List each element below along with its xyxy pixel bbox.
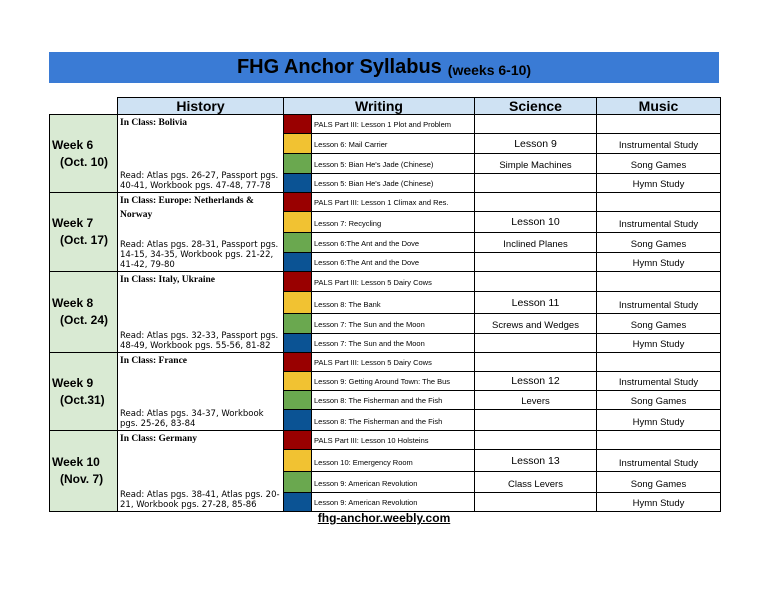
week-cell — [50, 272, 118, 353]
in-class-topic: In Class: Italy, Ukraine — [120, 275, 216, 285]
science-cell: Screws and Wedges — [475, 314, 597, 334]
week-label: Week 7 — [52, 216, 94, 230]
table-row — [50, 272, 721, 292]
reading-assignment: Read: Atlas pgs. 28-31, Passport pgs. 14-15, 34-35, Workbook pgs. 21-22, 41-42, 79-80 — [120, 240, 279, 270]
music-cell: Hymn Study — [597, 174, 721, 193]
writing-lesson: Lesson 8: The Fisherman and the Fish — [312, 410, 475, 431]
footer-link[interactable]: fhg-anchor.weebly.com — [317, 511, 451, 525]
writing-lesson: Lesson 8: The Fisherman and the Fish — [312, 391, 475, 410]
week-date: (Oct. 24) — [60, 313, 109, 327]
science-cell — [475, 334, 597, 353]
science-cell — [475, 410, 597, 431]
music-cell: Hymn Study — [597, 410, 721, 431]
week-label: Week 10 — [52, 455, 100, 469]
reading-assignment: Read: Atlas pgs. 38-41, Atlas pgs. 20-21, Workbook pgs. 27-28, 85-86 — [120, 490, 280, 510]
green-color-swatch — [284, 391, 312, 410]
music-cell: Instrumental Study — [597, 292, 721, 314]
writing-lesson: Lesson 8: The Bank — [312, 292, 475, 314]
header-writing: Writing — [284, 98, 475, 115]
science-cell — [475, 272, 597, 292]
table-row — [50, 115, 721, 134]
writing-lesson: Lesson 6:The Ant and the Dove — [312, 233, 475, 253]
week-date: (Nov. 7) — [60, 472, 104, 486]
green-color-swatch — [284, 233, 312, 253]
science-cell — [475, 115, 597, 134]
title-banner — [49, 52, 719, 83]
in-class-topic: In Class: Bolivia — [120, 118, 188, 128]
science-cell — [475, 174, 597, 193]
reading-assignment: Read: Atlas pgs. 26-27, Passport pgs. 40-41, Workbook pgs. 47-48, 77-78 — [120, 171, 279, 191]
reading-assignment: Read: Atlas pgs. 32-33, Passport pgs. 48-49, Workbook pgs. 55-56, 81-82 — [120, 331, 279, 351]
writing-lesson: Lesson 9: American Revolution — [312, 472, 475, 493]
yellow-color-swatch — [284, 134, 312, 154]
reading-assignment: Read: Atlas pgs. 34-37, Workbook pgs. 25-26, 83-84 — [120, 409, 264, 429]
week-label: Week 8 — [52, 296, 94, 310]
green-color-swatch — [284, 154, 312, 174]
writing-lesson: PALS Part III: Lesson 1 Plot and Problem — [312, 115, 475, 134]
writing-lesson: Lesson 5: Bian He's Jade (Chinese) — [312, 174, 475, 193]
writing-lesson: Lesson 5: Bian He's Jade (Chinese) — [312, 154, 475, 174]
science-cell: Lesson 10 — [475, 212, 597, 233]
history-cell — [118, 115, 284, 193]
music-cell: Instrumental Study — [597, 450, 721, 472]
yellow-color-swatch — [284, 450, 312, 472]
music-cell: Song Games — [597, 391, 721, 410]
music-cell: Hymn Study — [597, 334, 721, 353]
music-cell — [597, 115, 721, 134]
week-date: (Oct. 17) — [60, 233, 109, 247]
writing-lesson: Lesson 6:The Ant and the Dove — [312, 253, 475, 272]
science-cell: Lesson 13 — [475, 450, 597, 472]
header-science: Science — [475, 98, 597, 115]
music-cell: Song Games — [597, 472, 721, 493]
science-cell: Simple Machines — [475, 154, 597, 174]
blue-color-swatch — [284, 253, 312, 272]
green-color-swatch — [284, 472, 312, 493]
week-label: Week 6 — [52, 137, 94, 152]
science-cell: Levers — [475, 391, 597, 410]
green-color-swatch — [284, 314, 312, 334]
music-cell: Song Games — [597, 314, 721, 334]
yellow-color-swatch — [284, 292, 312, 314]
music-cell: Song Games — [597, 154, 721, 174]
history-cell — [118, 193, 284, 272]
yellow-color-swatch — [284, 372, 312, 391]
science-cell: Lesson 12 — [475, 372, 597, 391]
writing-lesson: Lesson 10: Emergency Room — [312, 450, 475, 472]
writing-lesson: Lesson 9: Getting Around Town: The Bus — [312, 372, 475, 391]
table-row — [50, 193, 721, 212]
week-label: Week 9 — [52, 375, 94, 390]
writing-lesson: PALS Part III: Lesson 5 Dairy Cows — [312, 272, 475, 292]
in-class-topic: In Class: Germany — [120, 434, 198, 444]
history-cell — [118, 353, 284, 431]
writing-lesson: PALS Part III: Lesson 5 Dairy Cows — [312, 353, 475, 372]
blue-color-swatch — [284, 493, 312, 512]
writing-lesson: Lesson 6: Mail Carrier — [312, 134, 475, 154]
red-color-swatch — [284, 115, 312, 134]
syllabus-table — [49, 97, 721, 512]
week-cell — [50, 353, 118, 431]
music-cell — [597, 193, 721, 212]
music-cell — [597, 353, 721, 372]
blue-color-swatch — [284, 174, 312, 193]
science-cell — [475, 353, 597, 372]
red-color-swatch — [284, 193, 312, 212]
science-cell: Inclined Planes — [475, 233, 597, 253]
in-class-topic: In Class: France — [120, 356, 188, 366]
history-cell — [118, 431, 284, 512]
red-color-swatch — [284, 272, 312, 292]
science-cell: Lesson 11 — [475, 292, 597, 314]
music-cell: Song Games — [597, 233, 721, 253]
science-cell — [475, 253, 597, 272]
table-row — [50, 431, 721, 450]
red-color-swatch — [284, 353, 312, 372]
page-title: FHG Anchor Syllabus — [236, 56, 442, 78]
week-cell — [50, 115, 118, 193]
blue-color-swatch — [284, 334, 312, 353]
week-cell — [50, 193, 118, 272]
writing-lesson: PALS Part III: Lesson 10 Holsteins — [312, 431, 475, 450]
science-cell: Lesson 9 — [475, 134, 597, 154]
in-class-topic: In Class: Europe: Netherlands & Norway — [120, 196, 254, 220]
science-cell — [475, 493, 597, 512]
blue-color-swatch — [284, 410, 312, 431]
yellow-color-swatch — [284, 212, 312, 233]
writing-lesson: Lesson 9: American Revolution — [312, 493, 475, 512]
music-cell: Instrumental Study — [597, 372, 721, 391]
music-cell: Instrumental Study — [597, 134, 721, 154]
header-history: History — [118, 98, 284, 115]
week-date: (Oct.31) — [60, 392, 105, 407]
header-music: Music — [597, 98, 721, 115]
science-cell — [475, 193, 597, 212]
red-color-swatch — [284, 431, 312, 450]
corner-cell — [50, 98, 118, 115]
music-cell: Hymn Study — [597, 253, 721, 272]
syllabus-body — [50, 115, 721, 512]
writing-lesson: Lesson 7: The Sun and the Moon — [312, 314, 475, 334]
writing-lesson: PALS Part III: Lesson 1 Climax and Res. — [312, 193, 475, 212]
week-date: (Oct. 10) — [60, 154, 109, 169]
music-cell — [597, 431, 721, 450]
week-cell — [50, 431, 118, 512]
music-cell — [597, 272, 721, 292]
history-cell — [118, 272, 284, 353]
science-cell: Class Levers — [475, 472, 597, 493]
writing-lesson: Lesson 7: Recycling — [312, 212, 475, 233]
table-row — [50, 353, 721, 372]
page-subtitle: (weeks 6-10) — [447, 61, 532, 78]
music-cell: Hymn Study — [597, 493, 721, 512]
science-cell — [475, 431, 597, 450]
music-cell: Instrumental Study — [597, 212, 721, 233]
writing-lesson: Lesson 7: The Sun and the Moon — [312, 334, 475, 353]
